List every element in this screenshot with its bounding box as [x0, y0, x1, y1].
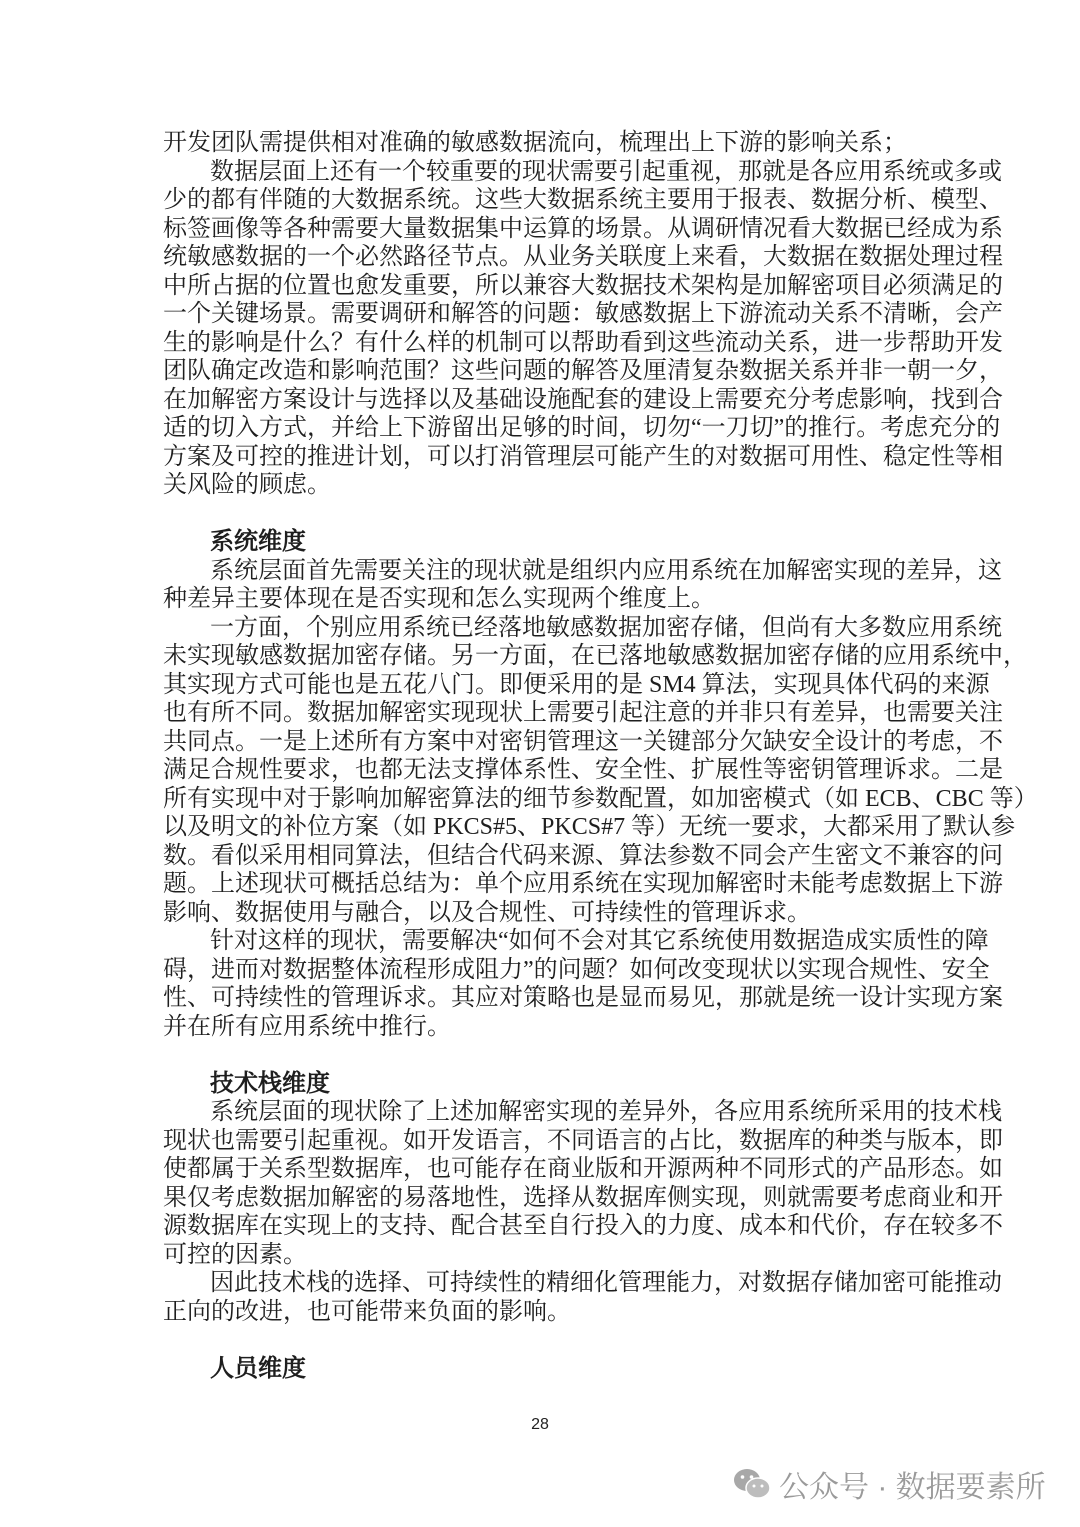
text-line: 正向的改进，也可能带来负面的影响。 — [163, 1298, 571, 1325]
text-line: 可控的因素。 — [163, 1241, 307, 1268]
paragraph — [163, 1269, 1002, 1326]
text-line: 未实现敏感数据加密存储。另一方面，在已落地敏感数据加密存储的应用系统中， — [163, 643, 1027, 669]
text-line: 中所占据的位置也愈发重要，所以兼容大数据技术架构是加解密项目必须满足的 — [163, 272, 1003, 299]
wechat-icon — [733, 1467, 771, 1501]
text-line: 果仅考虑数据加解密的易落地性，选择从数据库侧实现，则就需要考虑商业和开 — [163, 1184, 1003, 1211]
text-line: 数据层面上还有一个较重要的现状需要引起重视，那就是各应用系统或多或 — [210, 158, 1002, 185]
watermark-text: 公众号 · 数据要素所 — [779, 1471, 1046, 1504]
paragraph — [163, 614, 1038, 928]
text-line: 少的都有伴随的大数据系统。这些大数据系统主要用于报表、数据分析、模型、 — [163, 187, 1003, 213]
text-line: 生的影响是什么？有什么样的机制可以帮助看到这些流动关系，进一步帮助开发 — [163, 329, 1003, 356]
text-line: 因此技术栈的选择、可持续性的精细化管理能力，对数据存储加密可能推动 — [210, 1270, 1002, 1296]
text-line: 所有实现中对于影响加解密算法的细节参数配置，如加密模式（如 ECB、CBC 等） — [163, 785, 1038, 812]
paragraph — [163, 927, 1003, 1041]
text-line: 也有所不同。数据加解密实现现状上需要引起注意的并非只有差异，也需要关注 — [163, 700, 1003, 726]
text-line: 性、可持续性的管理诉求。其应对策略也是显而易见，那就是统一设计实现方案 — [163, 985, 1003, 1011]
section-heading: 人员维度 — [210, 1355, 306, 1382]
text-line: 方案及可控的推进计划，可以打消管理层可能产生的对数据可用性、稳定性等相 — [163, 443, 1003, 470]
text-line: 数。看似采用相同算法，但结合代码来源、算法参数不同会产生密文不兼容的问 — [163, 842, 1003, 869]
paragraph — [163, 557, 1002, 614]
paragraph — [163, 158, 1003, 500]
page-number: 28 — [531, 1416, 549, 1433]
text-line: 影响、数据使用与融合，以及合规性、可持续性的管理诉求。 — [163, 899, 811, 926]
section-heading: 系统维度 — [210, 529, 306, 555]
text-line: 标签画像等各种需要大量数据集中运算的场景。从调研情况看大数据已经成为系 — [163, 215, 1003, 242]
text-line: 其实现方式可能也是五花八门。即便采用的是 SM4 算法，实现具体代码的来源 — [163, 671, 990, 698]
watermark — [733, 1462, 1046, 1506]
paragraph — [163, 1098, 1003, 1269]
text-line: 系统层面首先需要关注的现状就是组织内应用系统在加解密实现的差异，这 — [210, 557, 1002, 584]
text-line: 碍，进而对数据整体流程形成阻力”的问题？如何改变现状以实现合规性、安全 — [163, 956, 990, 983]
text-line: 现状也需要引起重视。如开发语言，不同语言的占比，数据库的种类与版本，即 — [163, 1127, 1003, 1154]
text-line: 共同点。一是上述所有方案中对密钥管理这一关键部分欠缺安全设计的考虑，不 — [163, 728, 1003, 755]
text-line: 关风险的顾虑。 — [163, 472, 331, 498]
document-body — [163, 129, 1038, 1383]
text-line: 统敏感数据的一个必然路径节点。从业务关联度上来看，大数据在数据处理过程 — [163, 244, 1003, 270]
text-line: 题。上述现状可概括总结为：单个应用系统在实现加解密时未能考虑数据上下游 — [163, 871, 1003, 897]
text-line: 并在所有应用系统中推行。 — [163, 1013, 451, 1040]
text-line: 种差异主要体现在是否实现和怎么实现两个维度上。 — [163, 586, 715, 612]
text-line: 适的切入方式，并给上下游留出足够的时间，切勿“一刀切”的推行。考虑充分的 — [163, 415, 1001, 441]
text-line: 源数据库在实现上的支持、配合甚至自行投入的力度、成本和代价，存在较多不 — [163, 1213, 1003, 1239]
text-line: 使都属于关系型数据库，也可能存在商业版和开源两种不同形式的产品形态。如 — [163, 1156, 1003, 1182]
text-line: 团队确定改造和影响范围？这些问题的解答及厘清复杂数据关系并非一朝一夕， — [163, 358, 1003, 384]
text-line: 以及明文的补位方案（如 PKCS#5、PKCS#7 等）无统一要求，大都采用了默认参 — [163, 814, 1016, 840]
text-line: 在加解密方案设计与选择以及基础设施配套的建设上需要充分考虑影响，找到合 — [163, 386, 1003, 413]
text-line: 一方面，个别应用系统已经落地敏感数据加密存储，但尚有大多数应用系统 — [210, 614, 1002, 641]
text-line: 系统层面的现状除了上述加解密实现的差异外，各应用系统所采用的技术栈 — [210, 1099, 1002, 1125]
text-line: 一个关键场景。需要调研和解答的问题：敏感数据上下游流动关系不清晰，会产 — [163, 301, 1003, 327]
text-line: 开发团队需提供相对准确的敏感数据流向，梳理出上下游的影响关系； — [163, 130, 907, 156]
text-line: 满足合规性要求，也都无法支撑体系性、安全性、扩展性等密钥管理诉求。二是 — [163, 757, 1003, 783]
paragraph — [163, 129, 917, 158]
section-heading: 技术栈维度 — [210, 1070, 330, 1097]
text-line: 针对这样的现状，需要解决“如何不会对其它系统使用数据造成实质性的障 — [210, 928, 989, 954]
